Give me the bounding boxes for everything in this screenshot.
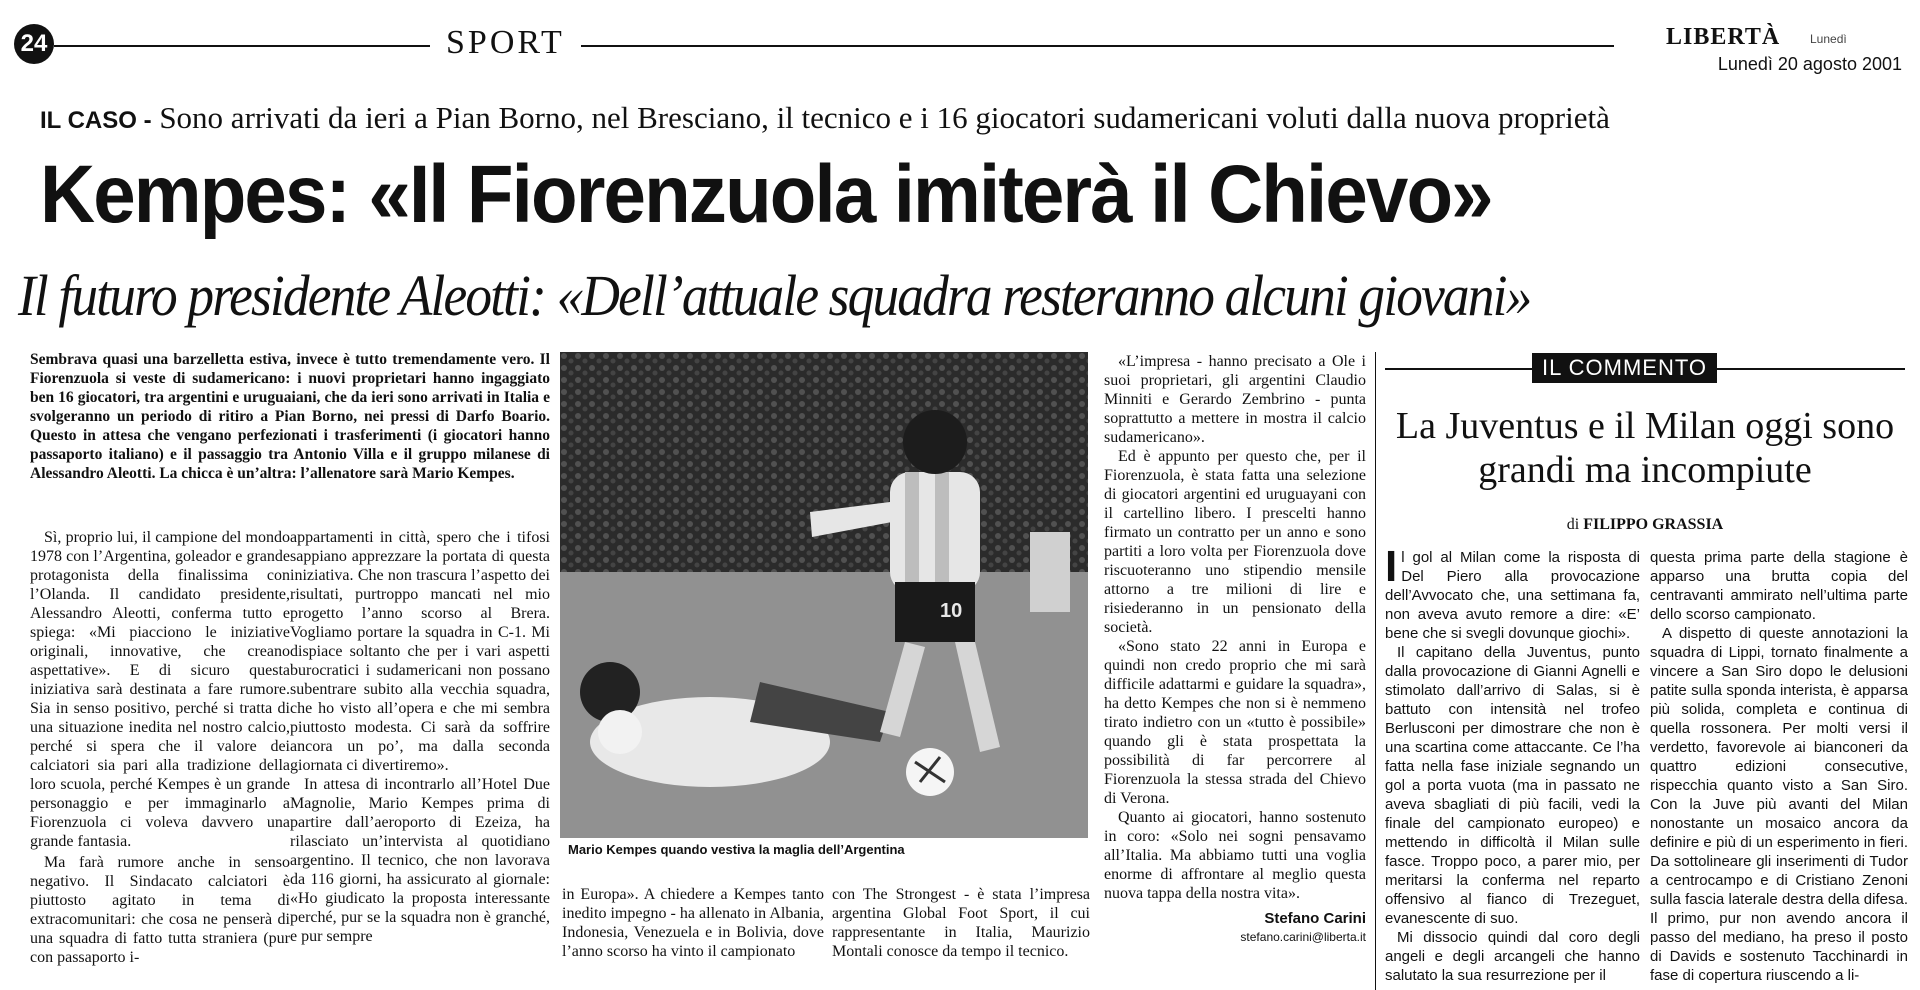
football-photo-illustration bbox=[560, 352, 1088, 838]
kicker-label: IL CASO - bbox=[40, 107, 152, 134]
paragraph: Quanto ai giocatori, hanno sostenuto in coro: «Solo nei sogni pensavamo all’Italia. Ma abbiamo tutti una voglia enorme di affrontare al meglio questa nuova tappa della nostra vita». bbox=[1104, 809, 1366, 902]
paragraph: Sì, proprio lui, il campione del mondo 1978 con l’Argentina, goleador e grande protagonista della finalissima con l’Olanda. Il candidato presidente, Alessandro Aleotti, conferma tutto e spiega: «Mi piacciono le iniziative originali, innovative, che creano aspettative». E di sicuro questa iniziativa sarà destinata a fare rumore. Sia in senso positivo, perché si tratta di una situazione inedita nel nostro calcio, perché si spera che il valore dei calciatori sia pari alla tradizione della loro scuola, perché Kempes è un grande personaggio e per immaginarlo a Fiorenzuola ci voleva davvero una grande fantasia. bbox=[30, 529, 290, 850]
page-number: 24 bbox=[14, 24, 54, 64]
section-title: SPORT bbox=[430, 24, 581, 62]
drop-cap: I bbox=[1385, 542, 1398, 591]
kicker-text: Sono arrivati da ieri a Pian Borno, nel Bresciano, il tecnico e i 16 giocatori sudamericani voluti dalla nuova proprietà bbox=[159, 100, 1610, 135]
paragraph: A dispetto di queste annotazioni la squadra di Lippi, tornato finalmente a vincere a San Siro dopo le delusioni patite sulla sponda interista, è apparsa più solida, completa e continua di quella rossonera. Per molti versi il verdetto, favorevole ai bianconeri da quattro edizioni consecutive, rispecchia quanto visto a San Siro. Con la Juve più avanti del Milan nonostante un mosaico ancora da definire e più di un esperimento in fieri. Da sottolineare gli inserimenti di Tudor a centrocampo e di Cristiano Zenoni sulla fascia laterale destra della difesa. Il primo, pur non avendo ancora il passo del mediano, ha preso il posto di Davids e sostenuto Tacchinardi in fase di copertura riuscendo a li- bbox=[1650, 625, 1908, 984]
comment-badge: IL COMMENTO bbox=[1532, 353, 1717, 383]
comment-author bbox=[1385, 516, 1905, 534]
author-name: FILIPPO GRASSIA bbox=[1583, 516, 1724, 533]
paragraph: «L’impresa - hanno precisato a Ole i suoi proprietari, gli argentini Claudio Minniti e Gerardo Zembrino - punta soprattutto a mettere in mostra il calcio sudamericano». bbox=[1104, 353, 1366, 446]
paragraph: questa prima parte della stagione è apparso una brutta copia del centravanti ammirato nell’ultima parte dello scorso campionato. bbox=[1650, 549, 1908, 623]
comment-column-1 bbox=[1385, 542, 1640, 985]
paragraph: Ed è appunto per questo che, per il Fiorenzuola, è stata fatta una selezione di giocatori argentini ed uruguayani con il cartellino libero. I prescelti hanno firmato un contratto per un anno e sono partiti a loro volta per Fiorenzuola dove riscuoteranno uno stipendio mensile attorno a tre milioni di lire e risiederanno in un pensionato della società. bbox=[1104, 448, 1366, 636]
article-column-2 bbox=[290, 528, 550, 946]
article-column-1 bbox=[30, 528, 290, 967]
article-column-4: con The Strongest - è stata l’impresa argentina Global Foot Sport, il cui rappresentante in Italia, Maurizio Montali conosce da tempo il tecnico. bbox=[832, 886, 1090, 960]
comment-title: La Juventus e il Milan oggi sono grandi ma incompiute bbox=[1395, 405, 1895, 491]
paragraph: appartamenti in città, spero che i tifosi sappiano apprezzare la portata di questa iniziativa. Che non trascura l’aspetto dei risultati, purtroppo mancati nel mio progetto l’anno scorso al Brera. Vogliamo portare la squadra in C-1. Mi dispiace soltanto che per i vari aspetti burocratici i sudamericani non possano subentrare subito alla vecchia squadra, che ho visto all’opera e che mi sembra piuttosto modesta. Ci sarà da soffrire ancora un po’, ma dalla seconda giornata ci divertiremo». bbox=[290, 529, 550, 774]
lead-paragraph: Sembrava quasi una barzelletta estiva, invece è tutto tremendamente vero. Il Fiorenzuola si veste di sudamericano: i nuovi proprietari hanno ingaggiato ben 16 giocatori, tra argentini e uruguaiani, che da ieri sono arrivati in Italia e svolgeranno un periodo di ritiro a Pian Borno, nei pressi di Darfo Boario. Questo in attesa che vengano perfezionati i trasferimenti (i giocatori hanno passaporto italiano) e il passaggio tra Antonio Villa e il gruppo milanese di Alessandro Aleotti. La chicca è un’altra: l’allenatore sarà Mario Kempes. bbox=[30, 351, 550, 482]
paragraph: Il capitano della Juventus, punto dalla provocazione di Gianni Agnelli e stimolato dall’arrivo di Salas, si è battuto con intensità nel trofeo Berlusconi per dimostrare che non è una scartina come attaccante. Ce l’ha fatta nella fase iniziale segnando un gol a porta vuota (ma in passato ne aveva sbagliati di più facili, vedi la finale del campionato europeo) e mettendo in difficoltà il Milan sulle fasce. Troppo poco, a parer mio, per meritarsi la conferma nel reparto offensivo al fianco di Trezeguet, evanescente di suo. bbox=[1385, 644, 1640, 927]
kicker bbox=[40, 100, 1610, 136]
byline: Stefano Carini bbox=[1264, 910, 1366, 927]
issue-date: Lunedì 20 agosto 2001 bbox=[1717, 54, 1902, 74]
article-photo bbox=[560, 352, 1088, 838]
subheadline: Il futuro presidente Aleotti: «Dell’attuale squadra resteranno alcuni giovani» bbox=[18, 263, 1531, 328]
jersey-number: 10 bbox=[940, 600, 963, 622]
photo-caption: Mario Kempes quando vestiva la maglia dell’Argentina bbox=[568, 842, 905, 857]
newspaper-logo: LIBERTÀ bbox=[1660, 24, 1780, 51]
paragraph: Ma farà rumore anche in senso negativo. Il Sindacato calciatori è piuttosto agitato in tema di extracomunitari: che cosa ne penserà di una squadra di fatto tutta straniera (pur con passaporto i- bbox=[30, 854, 290, 966]
paragraph: «Sono stato 22 anni in Europa e quindi non credo proprio che mi sarà difficile adattarmi e guidare la squadra», ha detto Kempes che non si è nemmeno tirato indietro con un «tutto è possibile» quando gli è stata prospettata la possibilità di far percorrere al Fiorenzuola la stessa strada del Chievo di Verona. bbox=[1104, 638, 1366, 807]
comment-column-2 bbox=[1650, 548, 1908, 985]
headline: Kempes: «Il Fiorenzuola imiterà il Chievo» bbox=[40, 149, 1492, 240]
logo-day: Lunedì bbox=[1810, 32, 1847, 46]
paragraph: In attesa di incontrarlo all’Hotel Due Magnolie, Mario Kempes prima di partire dall’aeroporto di Ezeiza, ha rilasciato un’intervista al quotidiano argentino. Il tecnico, che non lavorava da 116 giorni, ha assicurato al giornale: «Ho giudicato la proposta interessante perché, pur se la squadra non è granché, e pur sempre bbox=[290, 776, 550, 945]
column-divider bbox=[1375, 352, 1376, 990]
paragraph-text: l gol al Milan come la risposta di Del Piero alla provocazione dell’Avvocato che, una settimana fa, non aveva avuto remore a dire: «E’ bene che si svegli dovunque giochi». bbox=[1385, 549, 1640, 642]
author-prefix: di bbox=[1566, 516, 1580, 533]
paragraph bbox=[1385, 542, 1640, 643]
author-email[interactable]: stefano.carini@liberta.it bbox=[1240, 930, 1366, 944]
article-column-5 bbox=[1104, 352, 1366, 947]
paragraph: Mi dissocio quindi dal coro degli angeli e degli arcangeli che hanno salutato la sua resurrezione per il bbox=[1385, 929, 1640, 984]
article-column-3: in Europa». A chiedere a Kempes tanto inedito impegno - ha allenato in Albania, Indonesia, Venezuela e in Bolivia, dove l’anno scorso ha vinto il campionato bbox=[562, 886, 824, 960]
header-rule bbox=[54, 45, 1614, 47]
